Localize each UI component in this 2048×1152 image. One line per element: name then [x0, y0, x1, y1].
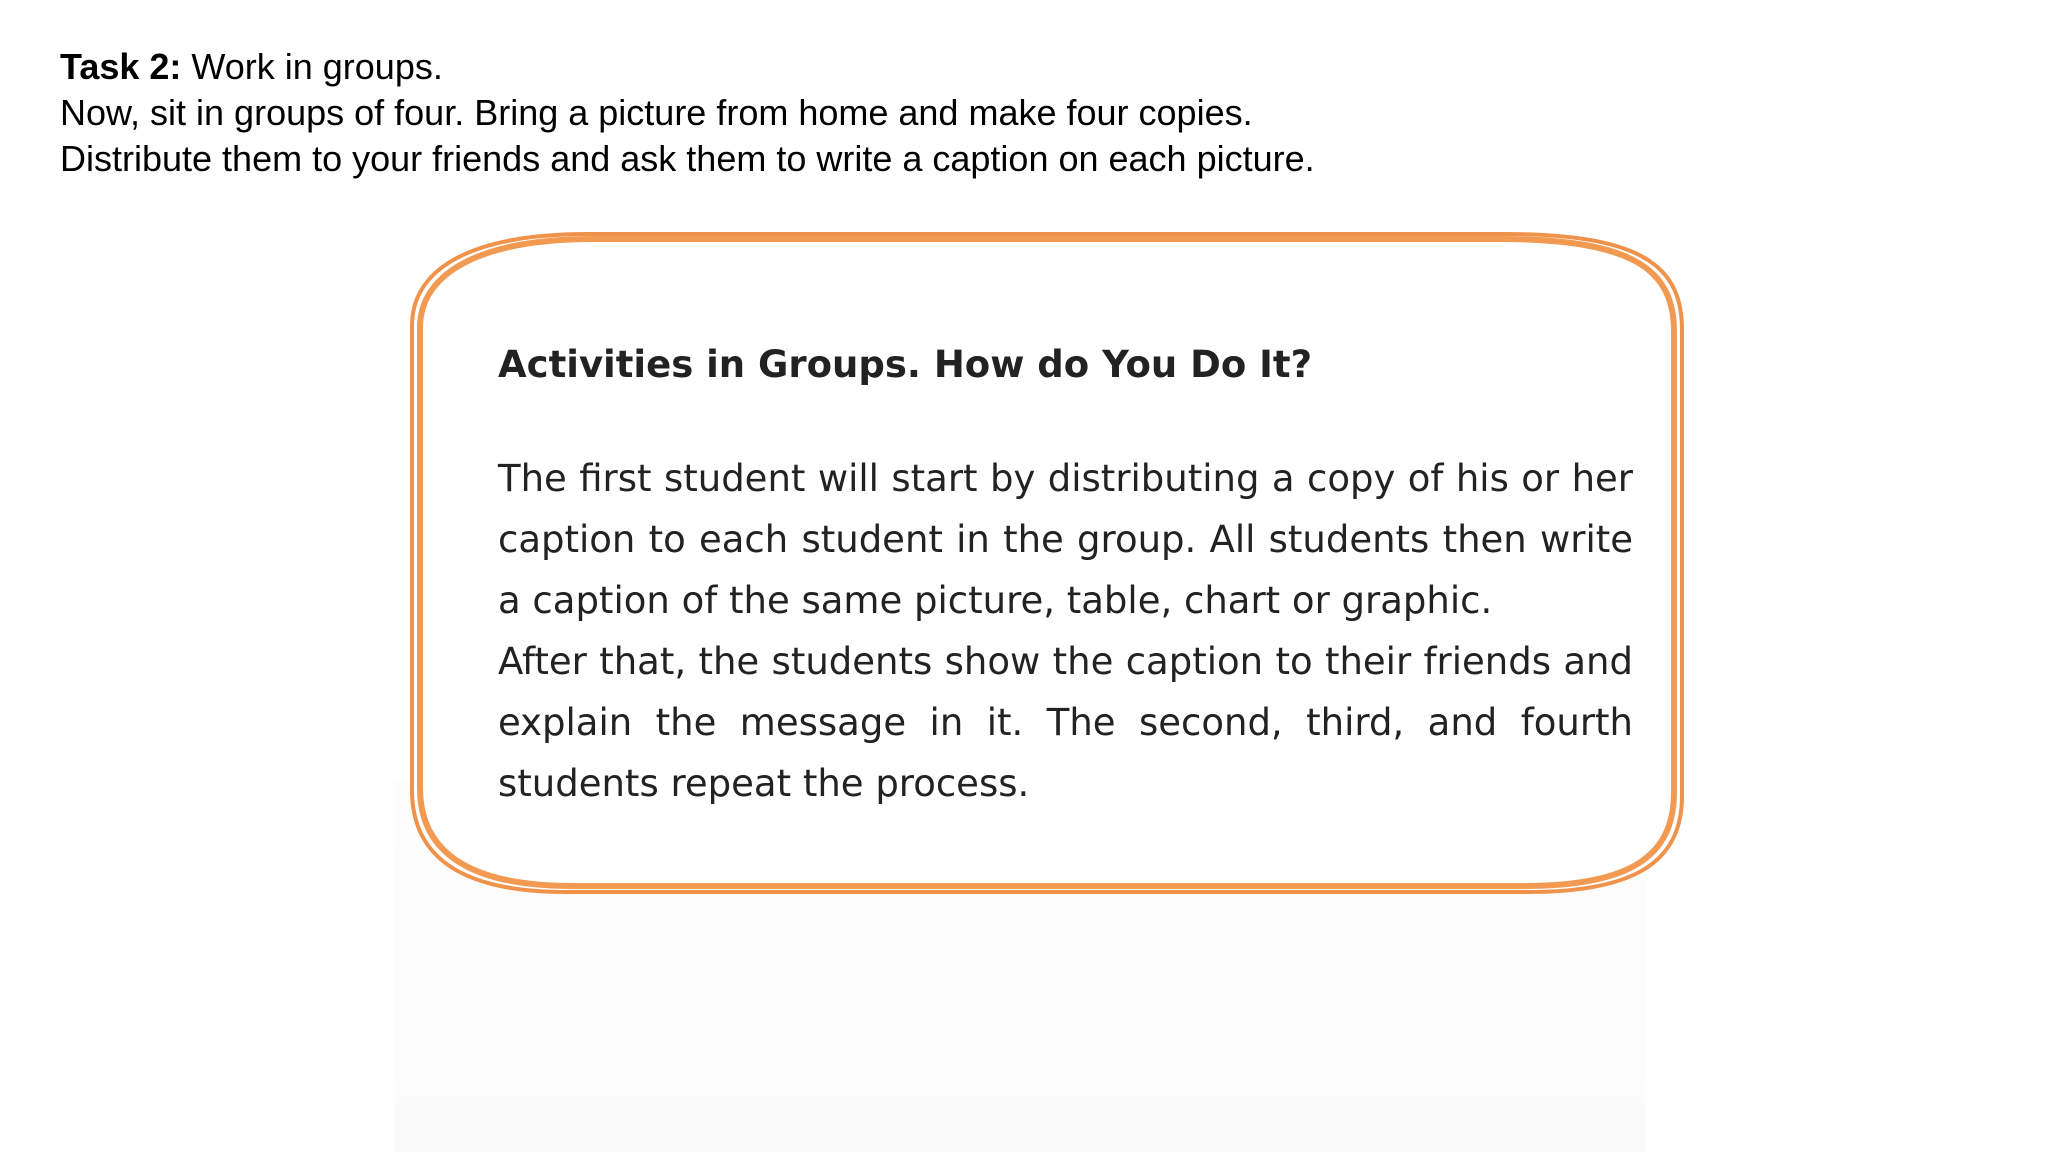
task-title: Work in groups. [181, 46, 443, 87]
task-instructions [60, 44, 1960, 182]
task-instruction-line-3: Distribute them to your friends and ask them to write a caption on each picture. [60, 138, 1315, 179]
card-paragraph-2: After that, the students show the caption to their friends and explain the message in it. The second, third, and fourth students repeat the process. [498, 640, 1633, 805]
task-label: Task 2: [60, 46, 182, 87]
task-instruction-line-2: Now, sit in groups of four. Bring a picture from home and make four copies. [60, 92, 1253, 133]
card-heading: Activities in Groups. How do You Do It? [498, 343, 1313, 386]
activity-card [498, 340, 1633, 814]
card-paragraph-1: The first student will start by distributing a copy of his or her caption to each student in the group. All students then write a caption of the same picture, table, chart or graphic. [498, 457, 1633, 622]
task-title-line [60, 44, 1960, 90]
